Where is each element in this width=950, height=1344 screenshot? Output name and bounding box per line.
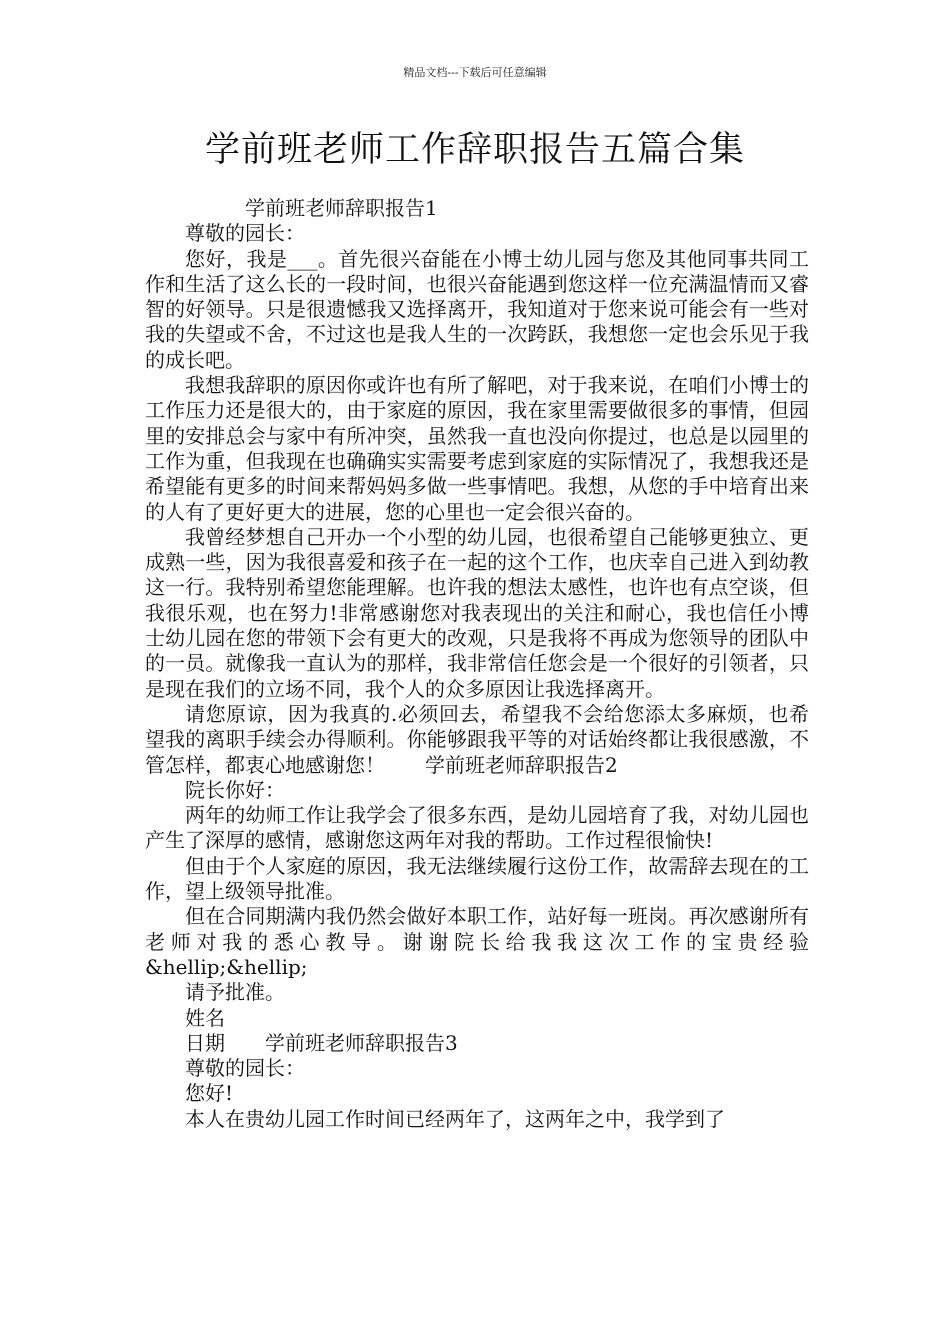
body-paragraph: 但由于个人家庭的原因，我无法继续履行这份工作，故需辞去现在的工作，望上级领导批准。	[145, 853, 809, 904]
body-paragraph: 本人在贵幼儿园工作时间已经两年了，这两年之中，我学到了	[185, 1106, 725, 1131]
signature-date: 日期 学前班老师辞职报告3	[185, 1030, 458, 1055]
body-paragraph: 我想我辞职的原因你或许也有所了解吧，对于我来说，在咱们小博士的工作压力还是很大的，由于家庭的原因，我在家里需要做很多的事情，但园里的安排总会与家中有所冲突，虽然我一直也没向你提过，也总是以园里的工作为重，但我现在也确确实实需要考虑到家庭的实际情况了，我想我还是希望能有更多的时间来帮妈妈多做一些事情吧。我想，从您的手中培育出来的人有了更好更大的进展，您的心里也一定会很兴奋的。	[145, 373, 809, 524]
signature-name: 姓名	[185, 1005, 225, 1030]
salutation-2: 院长你好：	[185, 777, 285, 802]
document-title: 学前班老师工作辞职报告五篇合集	[204, 130, 745, 170]
body-paragraph: 请您原谅，因为我真的.必须回去，希望我不会给您添太多麻烦，也希望我的离职手续会办得顺利。你能够跟我平等的对话始终都让我很感激，不管怎样，都衷心地感谢您！ 学前班老师辞职报告2	[145, 701, 809, 777]
body-paragraph: 您好，我是___。首先很兴奋能在小博士幼儿园与您及其他同事共同工作和生活了这么长的一段时间，也很兴奋能遇到您这样一位充满温情而又睿智的好领导。只是很遗憾我又选择离开，我知道对于您来说可能会有一些对我的失望或不舍，不过这也是我人生的一次跨跃，我想您一定也会乐见于我的成长吧。	[145, 246, 809, 372]
document-body	[145, 196, 809, 1132]
body-paragraph: 我曾经梦想自己开办一个小型的幼儿园，也很希望自己能够更独立、更成熟一些，因为我很喜爱和孩子在一起的这个工作，也庆幸自己进入到幼教这一行。我特别希望您能理解。也许我的想法太感性，也许也有点空谈，但我很乐观，也在努力!非常感谢您对我表现出的关注和耐心，我也信任小博士幼儿园在您的带领下会有更大的改观，只是我将不再成为您领导的团队中的一员。就像我一直认为的那样，我非常信任您会是一个很好的引领者，只是现在我们的立场不同，我个人的众多原因让我选择离开。	[145, 524, 809, 701]
salutation-3: 尊敬的园长：	[185, 1056, 305, 1081]
section-heading-1: 学前班老师辞职报告1	[245, 196, 438, 220]
body-paragraph: 两年的幼师工作让我学会了很多东西，是幼儿园培育了我，对幼儿园也产生了深厚的感情，感谢您这两年对我的帮助。工作过程很愉快!	[145, 803, 809, 853]
closing-line: 请予批准。	[185, 980, 285, 1005]
header-note: 精品文档---下载后可任意编辑	[403, 66, 547, 79]
salutation-1: 尊敬的园长：	[185, 221, 305, 246]
greeting-line: 您好!	[185, 1081, 234, 1106]
body-paragraph: 但在合同期满内我仍然会做好本职工作，站好每一班岗。再次感谢所有老师对我的悉心教导。谢谢院长给我我这次工作的宝贵经验&hellip;&hellip;	[145, 904, 809, 979]
